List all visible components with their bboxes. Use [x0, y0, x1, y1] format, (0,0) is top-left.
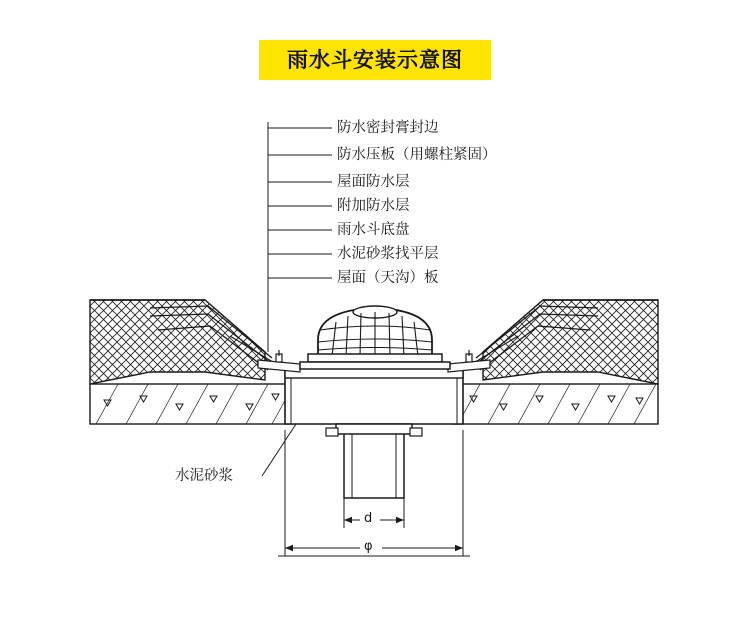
page-title: 雨水斗安装示意图 [287, 47, 463, 72]
mortar-annotation: 水泥砂浆 [175, 468, 233, 484]
callout-leader-lines [268, 122, 332, 352]
screed-left [90, 300, 265, 384]
mortar-leader-line [262, 424, 296, 476]
dome-strainer [300, 306, 450, 369]
callout-label-1: 防水压板（用螺柱紧固） [337, 147, 497, 163]
dimension-label-phi: φ [364, 539, 373, 554]
callout-label-2: 屋面防水层 [337, 174, 410, 190]
callout-label-0: 防水密封膏封边 [337, 120, 439, 136]
callout-label-4: 雨水斗底盘 [337, 222, 410, 238]
callout-label-3: 附加防水层 [337, 198, 410, 214]
dimension-label-d: d [364, 511, 373, 526]
screed-right [483, 300, 658, 384]
callout-label-5: 水泥砂浆找平层 [337, 246, 439, 262]
callout-label-6: 屋面（天沟）板 [337, 270, 439, 286]
outlet-pipe [326, 424, 422, 498]
